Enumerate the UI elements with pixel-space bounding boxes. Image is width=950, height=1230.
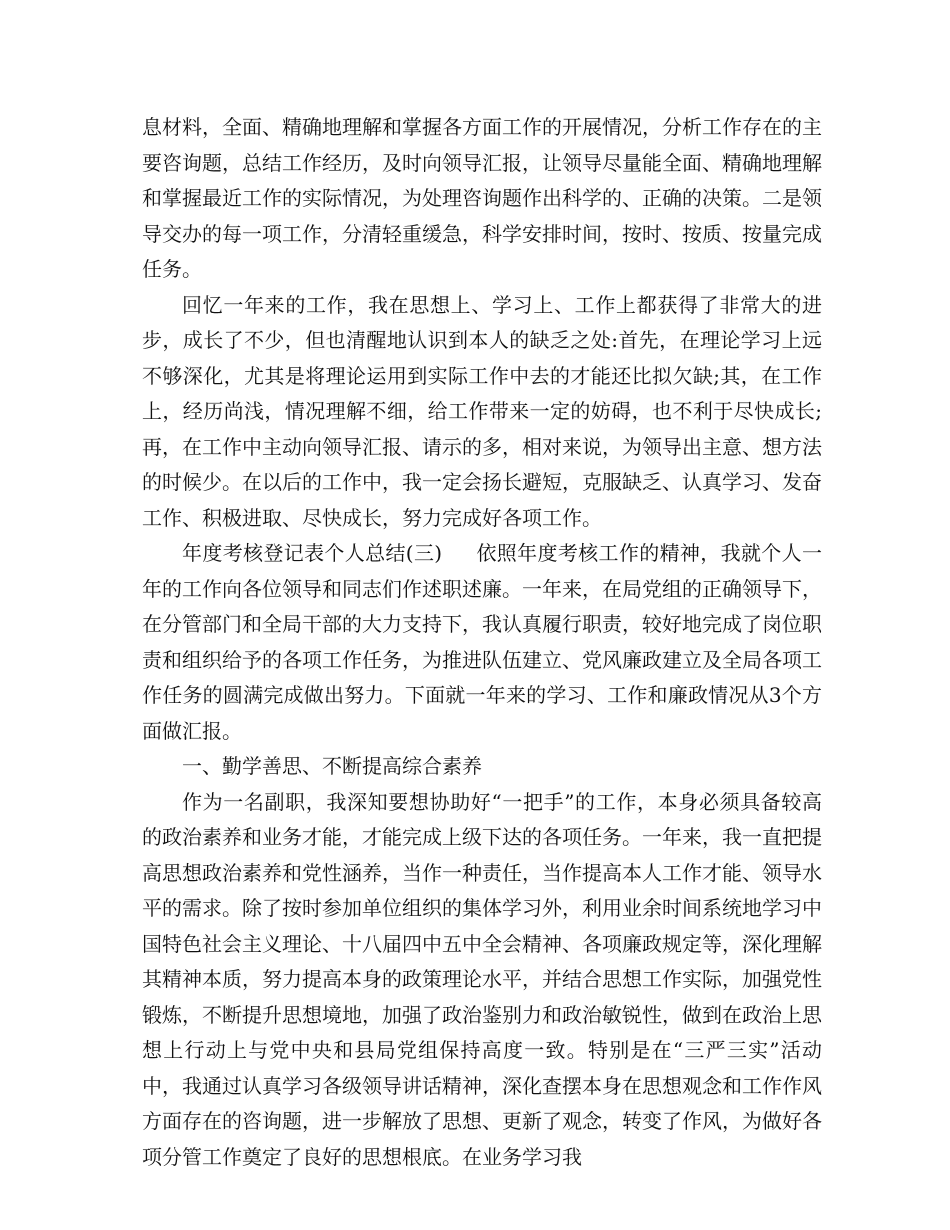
paragraph-5-text: 作为一名副职，我深知要想协助好“一把手”的工作，本身必须具备较高的政治素养和业务才能，才能完成上级下达的各项任务。一年来，我一直把提高思想政治素养和党性涵养，当作一种责任，当作提高本人工作才能、领导水平的需求。除了按时参加单位组织的集体学习外，利用业余时间系统地学习中国特色社会主义理论、十八届四中五中全会精神、各项廉政规定等，深化理解其精神本质，努力提高本身的政策理论水平，并结合思想工作实际，加强党性锻炼，不断提升思想境地，加强了政治鉴别力和政治敏锐性，做到在政治上思想上行动上与党中央和县局党组保持高度一致。特别是在“三严三实”活动中，我通过认真学习各级领导讲话精神，深化查摆本身在思想观念和工作作风方面存在的咨询题，进一步解放了思想、更新了观念，转变了作风，为做好各项分管工作奠定了良好的思想根底。在业务学习我 [142,789,822,1169]
paragraph-5 [142,785,822,1176]
subheading-1 [142,749,822,785]
paragraph-1-text: 息材料，全面、精确地理解和掌握各方面工作的开展情况，分析工作存在的主要咨询题，总结工作经历，及时向领导汇报，让领导尽量能全面、精确地理解和掌握最近工作的实际情况，为处理咨询题作出科学的、正确的决策。二是领导交办的每一项工作，分清轻重缓急，科学安排时间，按时、按质、按量完成任务。 [142,115,822,281]
section-heading: 年度考核登记表个人总结(三) [182,541,443,565]
paragraph-3-text: 依照年度考核工作的精神，我就个人一年的工作向各位领导和同志们作述职述廉。一年来，在局党组的正确领导下，在分管部门和全局干部的大力支持下，我认真履行职责，较好地完成了岗位职责和组织给予的各项工作任务，为推进队伍建立、党风廉政建立及全局各项工作任务的圆满完成做出努力。下面就一年来的学习、工作和廉政情况从3个方面做汇报。 [142,541,822,743]
subheading-1-text: 一、勤学善思、不断提高综合素养 [182,754,482,778]
paragraph-2-text: 回忆一年来的工作，我在思想上、学习上、工作上都获得了非常大的进步，成长了不少，但也清醒地认识到本人的缺乏之处:首先，在理论学习上远不够深化，尤其是将理论运用到实际工作中去的才能还比拟欠缺;其，在工作上，经历尚浅，情况理解不细，给工作带来一定的妨碍，也不利于尽快成长;再，在工作中主动向领导汇报、请示的多，相对来说，为领导出主意、想方法的时候少。在以后的工作中，我一定会扬长避短，克服缺乏、认真学习、发奋工作、积极进取、尽快成长，努力完成好各项工作。 [142,292,822,530]
paragraph-3 [142,536,822,749]
document-page [142,110,822,1175]
paragraph-1 [142,110,822,288]
paragraph-2 [142,288,822,537]
